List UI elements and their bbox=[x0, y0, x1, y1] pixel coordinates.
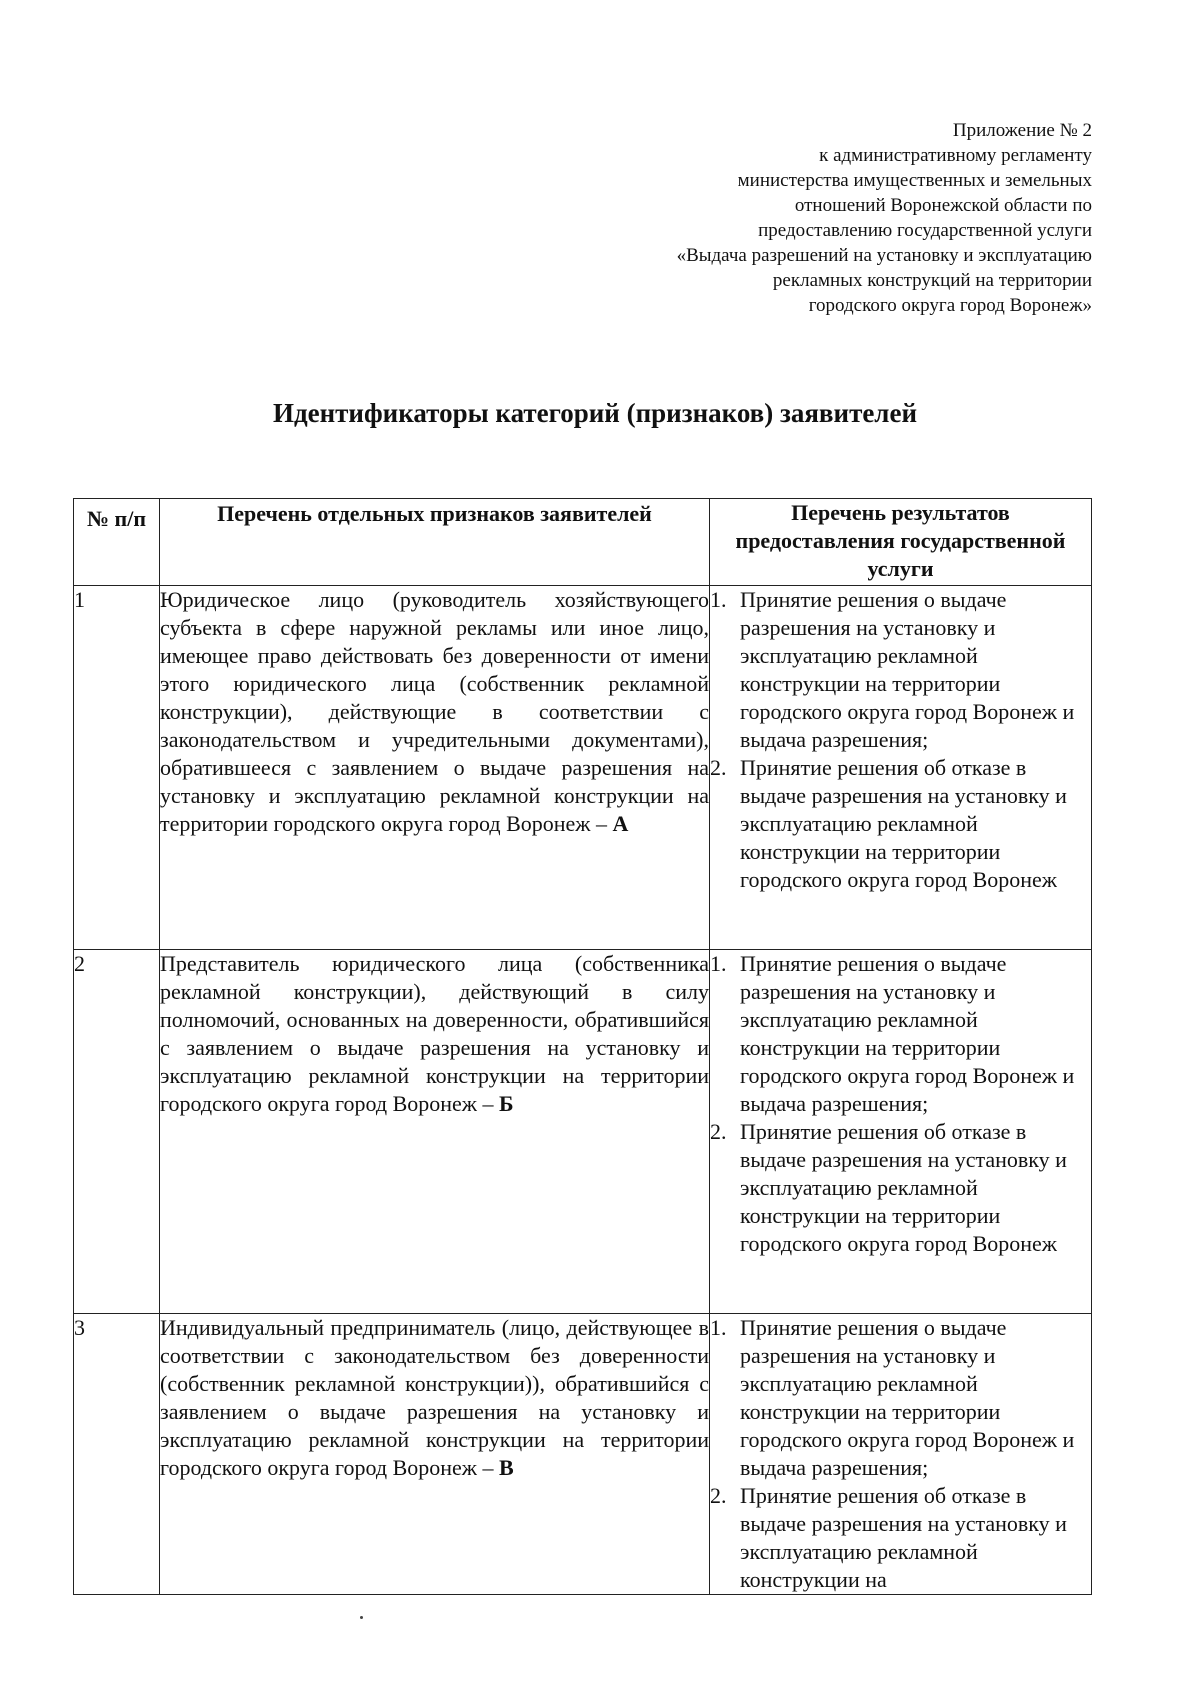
applicant-description bbox=[160, 1314, 710, 1595]
category-letter: А bbox=[612, 811, 629, 836]
results-list bbox=[710, 950, 1092, 1314]
header-line: предоставлению государственной услуги bbox=[758, 220, 1092, 241]
table-row bbox=[74, 1314, 1092, 1595]
page-title: Идентификаторы категорий (признаков) заявителей bbox=[272, 398, 918, 428]
row-number: 3 bbox=[74, 1314, 160, 1595]
applicant-description-text: Индивидуальный предприниматель (лицо, действующее в соответствии с законодательством без доверенности (собственник рекламной конструкции)), обратившийся с заявлением о выдаче разрешения на установку и эксплуатацию рекламной конструкции на территории городского округа город Воронеж – bbox=[160, 1315, 709, 1480]
header-line: «Выдача разрешений на установку и эксплуатацию bbox=[676, 245, 1092, 266]
list-item-number: 2. bbox=[710, 755, 727, 780]
list-item-text: Принятие решения о выдаче разрешения на установку и эксплуатацию рекламной конструкции на территории городского округа город Воронеж и выдача разрешения; bbox=[740, 951, 1075, 1116]
header-line: министерства имущественных и земельных bbox=[737, 170, 1092, 191]
results-list bbox=[710, 586, 1092, 950]
row-number: 2 bbox=[74, 950, 160, 1314]
list-item-text: Принятие решения о выдаче разрешения на установку и эксплуатацию рекламной конструкции на территории городского округа город Воронеж и выдача разрешения; bbox=[740, 1315, 1075, 1480]
list-item bbox=[710, 1314, 1091, 1482]
header-line: рекламных конструкций на территории bbox=[772, 270, 1092, 291]
applicant-description bbox=[160, 950, 710, 1314]
table-row bbox=[74, 586, 1092, 950]
list-item-text: Принятие решения об отказе в выдаче разрешения на установку и эксплуатацию рекламной конструкции на территории городского округа город Воронеж bbox=[740, 1119, 1067, 1256]
category-letter: Б bbox=[498, 1091, 514, 1116]
row-number: 1 bbox=[74, 586, 160, 950]
list-item-number: 1. bbox=[710, 587, 727, 612]
applicant-description-text: Представитель юридического лица (собственника рекламной конструкции), действующий в силу полномочий, основанных на доверенности, обратившийся с заявлением о выдаче разрешения на установку и эксплуатацию рекламной конструкции на территории городского округа город Воронеж – bbox=[160, 951, 709, 1116]
list-item-text: Принятие решения о выдаче разрешения на установку и эксплуатацию рекламной конструкции на территории городского округа город Воронеж и выдача разрешения; bbox=[740, 587, 1075, 752]
list-item bbox=[710, 586, 1091, 754]
list-item-number: 1. bbox=[710, 1315, 727, 1340]
column-header-results: Перечень результатов предоставления государственной услуги bbox=[710, 499, 1092, 586]
applicant-categories-table bbox=[73, 498, 1092, 1595]
results-list bbox=[710, 1314, 1092, 1595]
list-item bbox=[710, 754, 1091, 894]
applicant-description bbox=[160, 586, 710, 950]
column-header-features: Перечень отдельных признаков заявителей bbox=[160, 499, 710, 586]
category-letter: В bbox=[498, 1455, 514, 1480]
list-item-number: 1. bbox=[710, 951, 727, 976]
list-item-text: Принятие решения об отказе в выдаче разрешения на установку и эксплуатацию рекламной конструкции на территории городского округа город Воронеж bbox=[740, 755, 1067, 892]
header-line: отношений Воронежской области по bbox=[794, 195, 1092, 216]
list-item bbox=[710, 950, 1091, 1118]
scan-dot bbox=[360, 1616, 363, 1619]
list-item-number: 2. bbox=[710, 1119, 727, 1144]
list-item-number: 2. bbox=[710, 1483, 727, 1508]
header-line: городского округа город Воронеж» bbox=[808, 295, 1092, 316]
table-row bbox=[74, 950, 1092, 1314]
header-line: Приложение № 2 bbox=[952, 120, 1092, 141]
header-line: к административному регламенту bbox=[819, 145, 1092, 166]
list-item bbox=[710, 1482, 1091, 1594]
list-item bbox=[710, 1118, 1091, 1258]
list-item-text: Принятие решения об отказе в выдаче разрешения на установку и эксплуатацию рекламной конструкции на bbox=[740, 1483, 1067, 1592]
applicant-description-text: Юридическое лицо (руководитель хозяйствующего субъекта в сфере наружной рекламы или иное лицо, имеющее право действовать без доверенности от имени этого юридического лица (собственник рекламной конструкции), действующие в соответствии с законодательством и учредительными документами), обратившееся с заявлением о выдаче разрешения на установку и эксплуатацию рекламной конструкции на территории городского округа город Воронеж – bbox=[160, 587, 709, 836]
table-header-row bbox=[74, 499, 1092, 586]
appendix-header bbox=[560, 118, 1092, 318]
column-header-number: № п/п bbox=[74, 499, 160, 586]
